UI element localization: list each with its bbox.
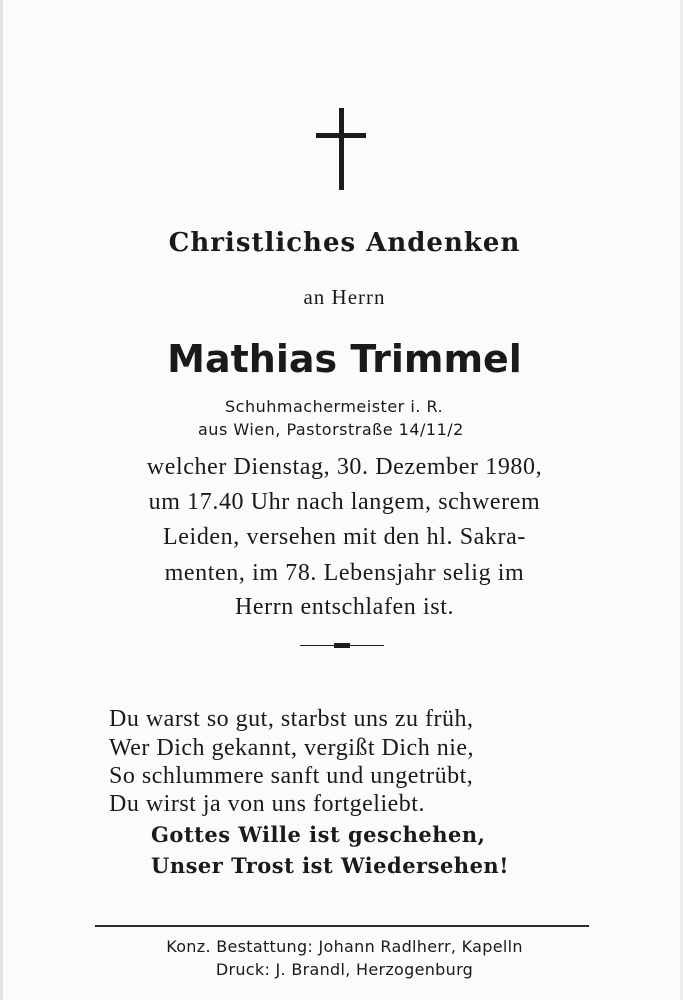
deceased-name: Mathias Trimmel xyxy=(167,337,522,381)
announcement-line: menten, im 78. Lebensjahr selig im xyxy=(164,560,525,586)
verse-line: Du warst so gut, starbst uns zu früh, xyxy=(109,706,474,732)
announcement-line: Leiden, versehen mit den hl. Sakra- xyxy=(163,524,526,550)
card-subheading: an Herrn xyxy=(303,285,386,309)
verse-line: Wer Dich gekannt, vergißt Dich nie, xyxy=(109,735,475,761)
footer-rule xyxy=(95,925,589,927)
footer-printer: Druck: J. Brandl, Herzogenburg xyxy=(215,960,474,979)
deceased-address: aus Wien, Pastorstraße 14/11/2 xyxy=(198,420,464,439)
motto-line: Gottes Wille ist geschehen, xyxy=(151,822,486,847)
card-heading: Christliches Andenken xyxy=(168,228,521,258)
cross-horizontal-bar xyxy=(316,133,366,138)
verse-line: So schlummere sanft und ungetrübt, xyxy=(109,763,474,789)
deceased-occupation: Schuhmachermeister i. R. xyxy=(225,397,444,416)
cross-vertical-bar xyxy=(339,108,344,190)
announcement-line: Herrn entschlafen ist. xyxy=(234,594,455,620)
motto-line: Unser Trost ist Wiedersehen! xyxy=(151,853,509,878)
cross-icon xyxy=(316,108,366,190)
footer-undertaker: Konz. Bestattung: Johann Radlherr, Kapelln xyxy=(166,937,523,956)
verse-line: Du wirst ja von uns fortgeliebt. xyxy=(109,791,425,817)
ornamental-divider xyxy=(300,644,384,648)
divider-center-mark xyxy=(334,643,350,648)
announcement-line: um 17.40 Uhr nach langem, schwerem xyxy=(148,489,541,515)
announcement-line: welcher Dienstag, 30. Dezember 1980, xyxy=(146,454,543,480)
